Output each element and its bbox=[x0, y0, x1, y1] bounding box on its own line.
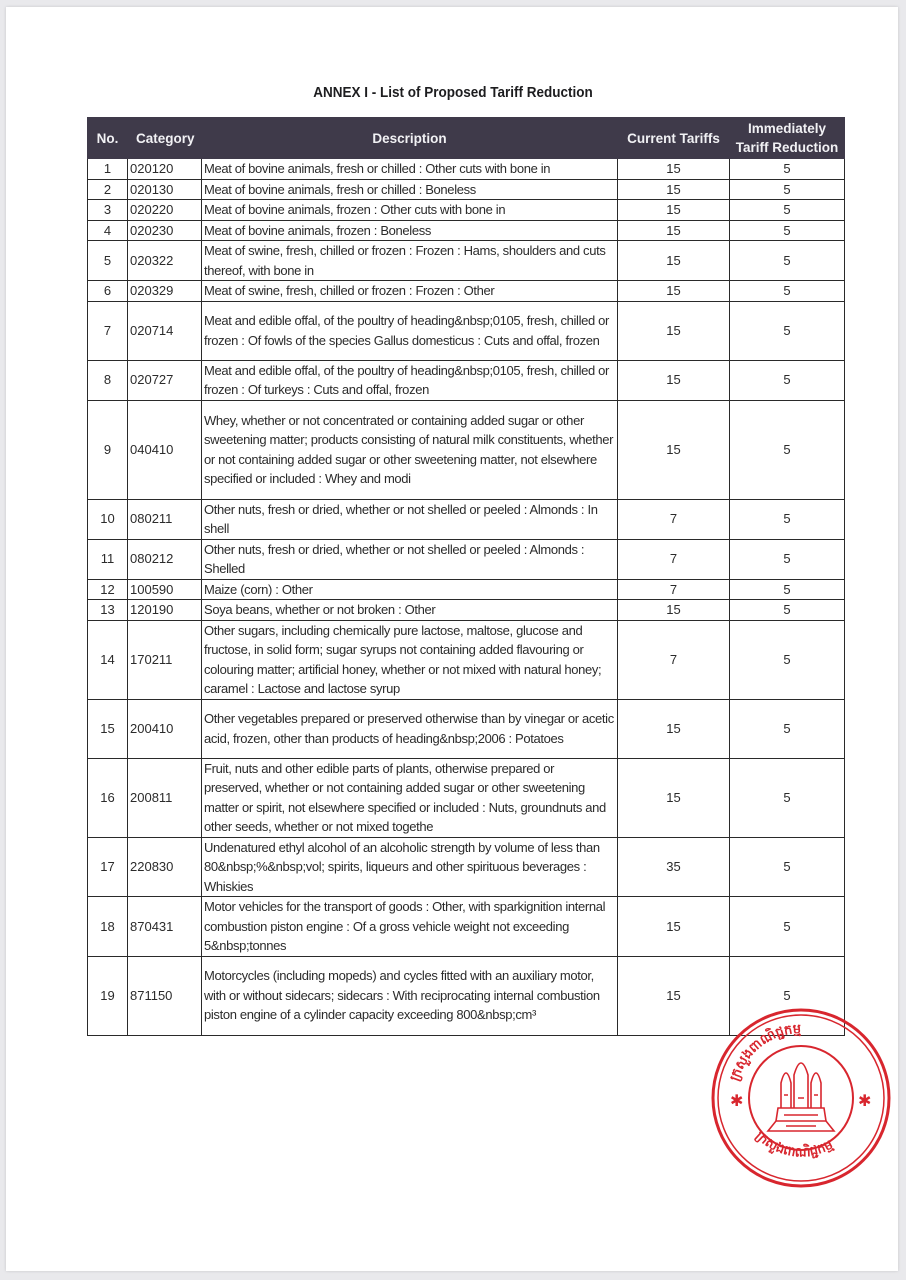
row-description: Meat of bovine animals, frozen : Other cuts with bone in bbox=[202, 200, 618, 221]
row-description: Other sugars, including chemically pure lactose, maltose, glucose and fructose, in solid form; sugar syrups not containing added flavouring or colouring matter; artificial honey, whether or not mixed with natural honey; caramel : Lactose and lactose syrup bbox=[202, 620, 618, 699]
row-category-code: 020329 bbox=[128, 281, 202, 302]
row-category-code: 200410 bbox=[128, 699, 202, 758]
row-tariff-reduction: 5 bbox=[730, 241, 845, 281]
row-current-tariff: 35 bbox=[618, 837, 730, 897]
table-row bbox=[88, 241, 845, 281]
row-tariff-reduction: 5 bbox=[730, 301, 845, 360]
row-current-tariff: 15 bbox=[618, 360, 730, 400]
star-left-icon: ✱ bbox=[730, 1091, 744, 1110]
row-tariff-reduction: 5 bbox=[730, 400, 845, 499]
row-tariff-reduction: 5 bbox=[730, 600, 845, 621]
row-description: Maize (corn) : Other bbox=[202, 579, 618, 600]
table-row bbox=[88, 281, 845, 302]
row-category-code: 020322 bbox=[128, 241, 202, 281]
row-current-tariff: 15 bbox=[618, 281, 730, 302]
column-header-reduction-line2: Tariff Reduction bbox=[735, 140, 839, 155]
row-description: Fruit, nuts and other edible parts of plants, otherwise prepared or preserved, whether or not containing added sugar or other sweetening matter or spirit, not elsewhere specified or included : Nuts, groundnuts and other seeds, whether or not mixed togethe bbox=[202, 758, 618, 837]
column-header-description: Description bbox=[202, 118, 618, 159]
row-tariff-reduction: 5 bbox=[730, 159, 845, 180]
table-header-row bbox=[88, 118, 845, 159]
row-tariff-reduction: 5 bbox=[730, 837, 845, 897]
row-current-tariff: 15 bbox=[618, 241, 730, 281]
table-row bbox=[88, 360, 845, 400]
row-description: Meat and edible offal, of the poultry of heading&nbsp;0105, fresh, chilled or frozen : Of turkeys : Cuts and offal, frozen bbox=[202, 360, 618, 400]
row-category-code: 871150 bbox=[128, 956, 202, 1035]
row-description: Meat of swine, fresh, chilled or frozen : Frozen : Other bbox=[202, 281, 618, 302]
row-current-tariff: 15 bbox=[618, 600, 730, 621]
row-number: 17 bbox=[88, 837, 128, 897]
row-number: 9 bbox=[88, 400, 128, 499]
column-header-reduction-line1: Immediately bbox=[747, 121, 827, 136]
row-tariff-reduction: 5 bbox=[730, 200, 845, 221]
row-category-code: 220830 bbox=[128, 837, 202, 897]
row-tariff-reduction: 5 bbox=[730, 956, 845, 1035]
row-tariff-reduction: 5 bbox=[730, 699, 845, 758]
row-category-code: 020120 bbox=[128, 159, 202, 180]
row-category-code: 870431 bbox=[128, 897, 202, 957]
row-current-tariff: 15 bbox=[618, 200, 730, 221]
row-category-code: 080212 bbox=[128, 539, 202, 579]
temple-emblem-icon bbox=[768, 1063, 834, 1131]
row-number: 3 bbox=[88, 200, 128, 221]
row-category-code: 020714 bbox=[128, 301, 202, 360]
row-description: Meat of bovine animals, frozen : Boneless bbox=[202, 220, 618, 241]
table-row bbox=[88, 620, 845, 699]
row-tariff-reduction: 5 bbox=[730, 179, 845, 200]
row-number: 12 bbox=[88, 579, 128, 600]
row-number: 2 bbox=[88, 179, 128, 200]
row-current-tariff: 7 bbox=[618, 499, 730, 539]
table-row bbox=[88, 699, 845, 758]
column-header-category: Category bbox=[128, 118, 202, 159]
row-description: Soya beans, whether or not broken : Other bbox=[202, 600, 618, 621]
row-current-tariff: 15 bbox=[618, 400, 730, 499]
row-number: 10 bbox=[88, 499, 128, 539]
row-number: 16 bbox=[88, 758, 128, 837]
row-number: 5 bbox=[88, 241, 128, 281]
row-current-tariff: 7 bbox=[618, 539, 730, 579]
row-number: 15 bbox=[88, 699, 128, 758]
row-category-code: 120190 bbox=[128, 600, 202, 621]
row-current-tariff: 15 bbox=[618, 179, 730, 200]
table-row bbox=[88, 837, 845, 897]
row-category-code: 100590 bbox=[128, 579, 202, 600]
tariff-table bbox=[87, 117, 845, 1036]
row-category-code: 200811 bbox=[128, 758, 202, 837]
row-number: 8 bbox=[88, 360, 128, 400]
row-description: Meat and edible offal, of the poultry of heading&nbsp;0105, fresh, chilled or frozen : Of fowls of the species Gallus domesticus : Cuts and offal, frozen bbox=[202, 301, 618, 360]
table-row bbox=[88, 179, 845, 200]
row-current-tariff: 15 bbox=[618, 956, 730, 1035]
row-number: 19 bbox=[88, 956, 128, 1035]
row-tariff-reduction: 5 bbox=[730, 220, 845, 241]
stamp-text-bottom: ក្រសួងពាណិជ្ជកម្ម bbox=[752, 1128, 836, 1161]
row-description: Undenatured ethyl alcohol of an alcoholic strength by volume of less than 80&nbsp;%&nbsp;vol; spirits, liqueurs and other spirituous beverages : Whiskies bbox=[202, 837, 618, 897]
row-number: 18 bbox=[88, 897, 128, 957]
column-header-current-tariffs: Current Tariffs bbox=[618, 118, 730, 159]
row-tariff-reduction: 5 bbox=[730, 499, 845, 539]
table-row bbox=[88, 539, 845, 579]
row-category-code: 020727 bbox=[128, 360, 202, 400]
row-number: 6 bbox=[88, 281, 128, 302]
row-tariff-reduction: 5 bbox=[730, 620, 845, 699]
row-tariff-reduction: 5 bbox=[730, 539, 845, 579]
row-category-code: 020130 bbox=[128, 179, 202, 200]
row-category-code: 080211 bbox=[128, 499, 202, 539]
ministry-seal-stamp bbox=[706, 1003, 896, 1193]
row-category-code: 170211 bbox=[128, 620, 202, 699]
row-tariff-reduction: 5 bbox=[730, 360, 845, 400]
table-row bbox=[88, 220, 845, 241]
row-tariff-reduction: 5 bbox=[730, 579, 845, 600]
row-category-code: 020220 bbox=[128, 200, 202, 221]
row-current-tariff: 15 bbox=[618, 699, 730, 758]
row-number: 4 bbox=[88, 220, 128, 241]
row-number: 7 bbox=[88, 301, 128, 360]
row-current-tariff: 15 bbox=[618, 301, 730, 360]
column-header-tariff-reduction bbox=[730, 118, 845, 159]
table-row bbox=[88, 200, 845, 221]
row-description: Meat of swine, fresh, chilled or frozen : Frozen : Hams, shoulders and cuts thereof, with bone in bbox=[202, 241, 618, 281]
table-row bbox=[88, 579, 845, 600]
table-row bbox=[88, 159, 845, 180]
row-tariff-reduction: 5 bbox=[730, 281, 845, 302]
row-current-tariff: 15 bbox=[618, 758, 730, 837]
row-description: Meat of bovine animals, fresh or chilled : Other cuts with bone in bbox=[202, 159, 618, 180]
row-current-tariff: 7 bbox=[618, 579, 730, 600]
row-description: Whey, whether or not concentrated or containing added sugar or other sweetening matter; products consisting of natural milk constituents, whether or not containing added sugar or other sweetening matter, not elsewhere specified or included : Whey and modi bbox=[202, 400, 618, 499]
row-number: 11 bbox=[88, 539, 128, 579]
page-title: ANNEX I - List of Proposed Tariff Reduction bbox=[313, 84, 593, 101]
row-number: 1 bbox=[88, 159, 128, 180]
svg-text:ក្រសួងពាណិជ្ជកម្ម bbox=[752, 1128, 835, 1160]
table-row bbox=[88, 600, 845, 621]
row-current-tariff: 7 bbox=[618, 620, 730, 699]
table-row bbox=[88, 897, 845, 957]
row-current-tariff: 15 bbox=[618, 220, 730, 241]
row-category-code: 020230 bbox=[128, 220, 202, 241]
table-row bbox=[88, 758, 845, 837]
column-header-no: No. bbox=[88, 118, 128, 159]
row-description: Other nuts, fresh or dried, whether or not shelled or peeled : Almonds : In shell bbox=[202, 499, 618, 539]
row-description: Meat of bovine animals, fresh or chilled : Boneless bbox=[202, 179, 618, 200]
table-row bbox=[88, 499, 845, 539]
row-current-tariff: 15 bbox=[618, 897, 730, 957]
row-description: Other nuts, fresh or dried, whether or not shelled or peeled : Almonds : Shelled bbox=[202, 539, 618, 579]
table-row bbox=[88, 400, 845, 499]
row-number: 14 bbox=[88, 620, 128, 699]
stamp-text-top: ក្រសួងពាណិជ្ជកម្ម bbox=[727, 1021, 802, 1084]
row-tariff-reduction: 5 bbox=[730, 758, 845, 837]
row-category-code: 040410 bbox=[128, 400, 202, 499]
row-description: Other vegetables prepared or preserved otherwise than by vinegar or acetic acid, frozen, other than products of heading&nbsp;2006 : Potatoes bbox=[202, 699, 618, 758]
row-number: 13 bbox=[88, 600, 128, 621]
svg-text:ក្រសួងពាណិជ្ជកម្ម bbox=[727, 1022, 801, 1083]
row-current-tariff: 15 bbox=[618, 159, 730, 180]
table-row bbox=[88, 301, 845, 360]
row-description: Motorcycles (including mopeds) and cycles fitted with an auxiliary motor, with or without sidecars; sidecars : With reciprocating internal combustion piston engine of a cylinder capacity exceeding 800&nbsp;cm³ bbox=[202, 956, 618, 1035]
row-description: Motor vehicles for the transport of goods : Other, with sparkignition internal combustion piston engine : Of a gross vehicle weight not exceeding 5&nbsp;tonnes bbox=[202, 897, 618, 957]
star-right-icon: ✱ bbox=[858, 1091, 872, 1110]
row-tariff-reduction: 5 bbox=[730, 897, 845, 957]
